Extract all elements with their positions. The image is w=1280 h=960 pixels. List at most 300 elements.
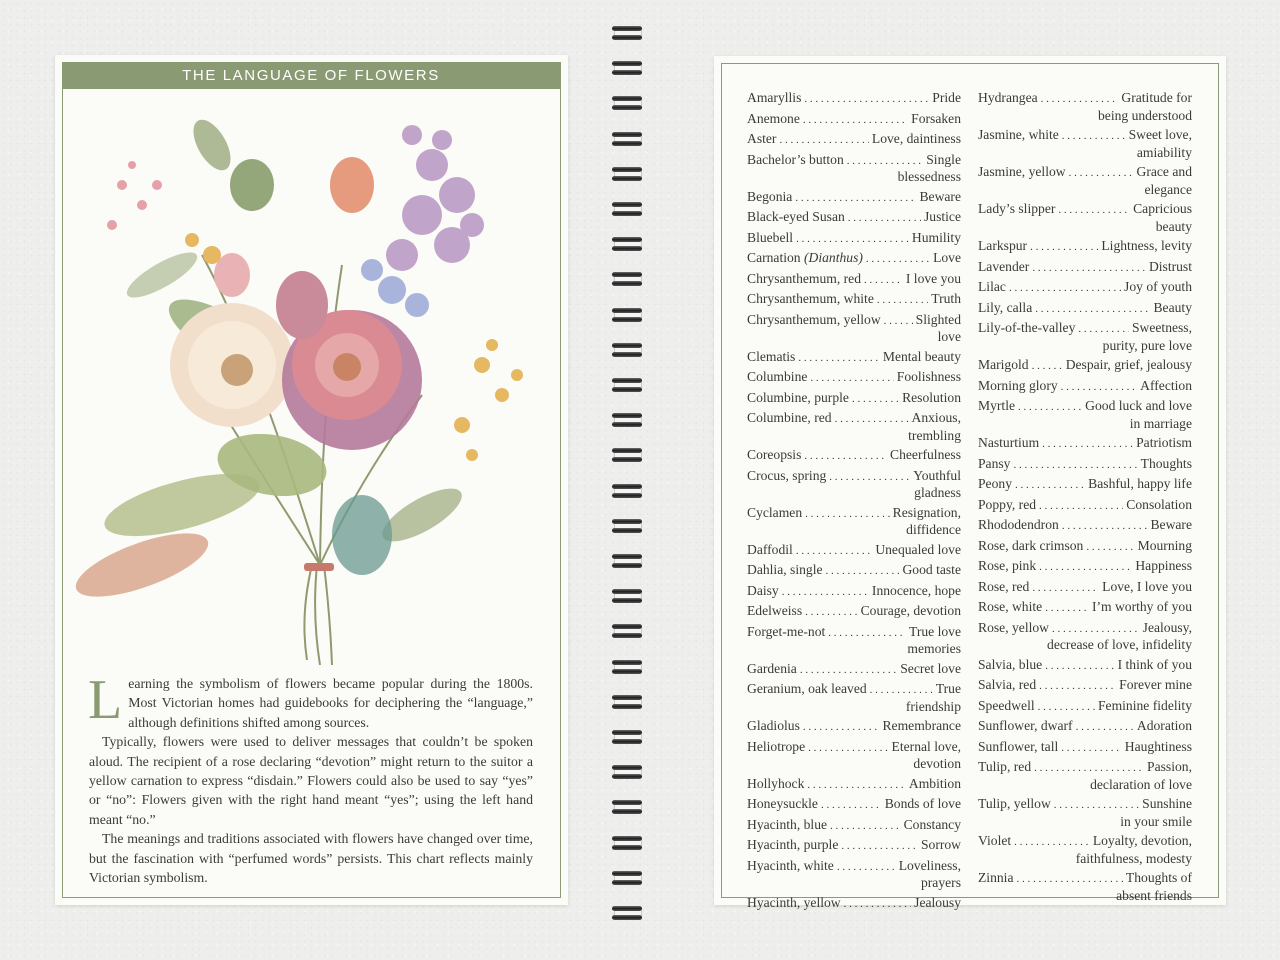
flower-entry — [747, 895, 961, 913]
flower-entry — [978, 357, 1192, 375]
flower-meaning: Cheerfulness — [890, 447, 961, 462]
flower-name: Chrysanthemum, red — [747, 270, 862, 286]
flower-entry — [747, 739, 961, 773]
flower-list-right-column — [978, 90, 1192, 907]
flower-meaning: Courage, devotion — [860, 603, 961, 618]
leader-dots — [782, 584, 869, 601]
flower-name: Aster — [747, 131, 777, 146]
flower-meaning: Justice — [924, 209, 961, 224]
flower-meaning: Sweetness, — [1131, 320, 1192, 335]
leader-dots — [1032, 358, 1063, 375]
leader-dots — [803, 112, 908, 129]
flower-meaning: Feminine fidelity — [1097, 697, 1192, 713]
leader-dots — [1013, 457, 1137, 474]
flower-meaning-continued: faithfulness, modesty — [1075, 850, 1192, 866]
flower-entry — [747, 718, 961, 736]
flower-meaning: Beauty — [1153, 299, 1192, 315]
flower-entry — [978, 90, 1192, 124]
leader-dots — [1030, 239, 1098, 256]
flower-meaning: Ambition — [908, 775, 961, 791]
flower-entry — [978, 476, 1192, 494]
spiral-coil — [612, 202, 642, 216]
spiral-coil — [612, 132, 642, 146]
flower-meaning-continued: memories — [907, 641, 961, 656]
flower-entry — [747, 542, 961, 560]
flower-name: Gladiolus — [747, 718, 800, 733]
spiral-coil — [612, 554, 642, 568]
leader-dots — [864, 272, 903, 289]
flower-meaning: Remembrance — [882, 718, 961, 733]
flower-meaning: Slighted — [915, 311, 961, 327]
flower-meaning-continued: being understood — [1097, 107, 1192, 123]
flower-entry — [978, 398, 1192, 432]
flower-meaning-continued: gladness — [914, 485, 961, 500]
flower-name: Bluebell — [747, 229, 794, 245]
spiral-coil — [612, 765, 642, 779]
flower-name: Hyacinth, blue — [747, 816, 828, 832]
flower-entry — [978, 435, 1192, 453]
flower-name: Rose, pink — [978, 558, 1037, 573]
leader-dots — [828, 625, 906, 642]
flower-entry — [747, 661, 961, 679]
leader-dots — [1069, 165, 1134, 182]
flower-meaning: Resolution — [902, 389, 961, 405]
flower-entry — [747, 624, 961, 658]
flower-meaning-continued: amiability — [1136, 144, 1192, 160]
flower-meaning: True — [935, 681, 961, 696]
flower-entry — [747, 349, 961, 367]
leader-dots — [1014, 834, 1090, 851]
leader-dots — [803, 719, 880, 736]
leader-dots — [1042, 436, 1133, 453]
flower-meaning: I’m worthy of you — [1091, 599, 1192, 614]
spiral-coil — [612, 695, 642, 709]
spiral-coil — [612, 237, 642, 251]
flower-entry — [978, 127, 1192, 161]
leader-dots — [1039, 498, 1123, 515]
flower-name: Salvia, red — [978, 677, 1037, 692]
flower-name: Carnation (Dianthus) — [747, 250, 863, 265]
flower-entry — [978, 320, 1192, 354]
flower-name: Marigold — [978, 357, 1029, 372]
leader-dots — [837, 859, 896, 876]
flower-meaning-continued: absent friends — [1116, 887, 1192, 903]
flower-entry — [747, 858, 961, 892]
flower-name: Gardenia — [747, 660, 797, 676]
flower-name: Amaryllis — [747, 90, 802, 105]
flower-meaning: Thoughts of — [1125, 870, 1192, 885]
spiral-coil — [612, 413, 642, 427]
flower-meaning: Mourning — [1137, 537, 1192, 553]
flower-name: Violet — [978, 833, 1012, 848]
leader-dots — [1032, 580, 1099, 597]
flower-entry — [747, 291, 961, 309]
flower-meaning: Lightness, levity — [1101, 238, 1192, 253]
flower-meaning-continued: prayers — [920, 875, 961, 890]
flower-meaning: Bonds of love — [884, 796, 961, 811]
flower-name: Lady’s slipper — [978, 201, 1056, 216]
flower-name: Sunflower, tall — [978, 738, 1059, 754]
flower-name: Rose, red — [978, 578, 1030, 594]
leader-dots — [800, 662, 897, 679]
leader-dots — [826, 563, 900, 580]
flower-entry — [978, 300, 1192, 318]
flower-name: Clematis — [747, 348, 796, 364]
flower-entry — [747, 603, 961, 621]
leader-dots — [1078, 321, 1129, 338]
leader-dots — [795, 190, 916, 207]
flower-entry — [747, 90, 961, 108]
flower-meaning: Love, I love you — [1102, 578, 1192, 594]
flower-name: Sunflower, dwarf — [978, 718, 1073, 733]
flower-entry — [978, 759, 1192, 793]
leader-dots — [829, 469, 910, 486]
flower-entry — [747, 583, 961, 601]
flower-name: Coreopsis — [747, 447, 802, 462]
flower-meaning: Sweet love, — [1128, 127, 1192, 142]
flower-name: Hyacinth, white — [747, 857, 834, 873]
flower-meaning: Distrust — [1148, 258, 1192, 274]
flower-meaning: I think of you — [1117, 656, 1192, 672]
leader-dots — [1039, 678, 1116, 695]
intro-text — [88, 669, 533, 887]
leader-dots — [866, 251, 930, 268]
leader-dots — [1017, 871, 1123, 888]
flower-meaning: Passion, — [1147, 759, 1192, 774]
flower-name: Zinnia — [978, 870, 1014, 885]
flower-meaning: Good taste — [902, 562, 961, 577]
flower-name: Jasmine, white — [978, 127, 1059, 142]
flower-entry — [747, 369, 961, 387]
flower-meaning-continued: elegance — [1144, 181, 1192, 197]
spiral-coil — [612, 26, 642, 40]
page-title: THE LANGUAGE OF FLOWERS — [62, 62, 560, 89]
flower-name-botanical: (Dianthus) — [804, 250, 863, 265]
flower-name: Geranium, oak leaved — [747, 681, 867, 696]
flower-name: Columbine, purple — [747, 389, 849, 405]
flower-meaning: Loyalty, devotion, — [1092, 833, 1192, 848]
leader-dots — [1086, 539, 1134, 556]
leader-dots — [1062, 128, 1126, 145]
flower-name: Salvia, blue — [978, 656, 1043, 672]
flower-name: Lavender — [978, 258, 1030, 274]
flower-meaning: Good luck and love — [1085, 398, 1192, 413]
flower-meaning: Foolishness — [896, 369, 961, 384]
flower-name: Rose, yellow — [978, 619, 1049, 635]
flower-entry — [747, 271, 961, 289]
flower-entry — [978, 599, 1192, 617]
flower-meaning: Jealousy — [914, 894, 961, 910]
flower-meaning: Haughtiness — [1124, 738, 1192, 754]
leader-dots — [1045, 600, 1089, 617]
leader-dots — [1034, 760, 1144, 777]
flower-list-left-column — [747, 90, 961, 915]
intro-paragraph-2: Typically, flowers were used to deliver messages that couldn’t be spoken aloud. The recipient of a rose declaring “devotion” might return to the suitor a yellow carnation to express “disdain.” Flowers could also be used to say “yes” or “no”: Flowers given with the right hand meant “yes”; using the left hand meant “no.” — [89, 734, 533, 827]
flower-meaning-continued: decrease of love, infidelity — [1047, 637, 1192, 652]
flower-name: Columbine — [747, 369, 808, 384]
leader-dots — [870, 682, 933, 699]
flower-meaning-continued: love — [937, 329, 961, 344]
flower-entry — [978, 677, 1192, 695]
flower-entry — [978, 279, 1192, 297]
spiral-coil — [612, 624, 642, 638]
spiral-coil — [612, 906, 642, 920]
flower-meaning: Thoughts — [1140, 455, 1192, 471]
leader-dots — [877, 292, 928, 309]
flower-meaning: Constancy — [903, 816, 961, 832]
leader-dots — [841, 838, 918, 855]
flower-entry — [747, 505, 961, 539]
flower-meaning: Pride — [932, 90, 961, 105]
spiral-binding — [606, 22, 666, 942]
flower-name: Rose, dark crimson — [978, 537, 1084, 553]
flower-meaning-continued: blessedness — [897, 169, 961, 184]
flower-name: Chrysanthemum, white — [747, 291, 874, 306]
flower-entry — [747, 312, 961, 346]
flower-entry — [978, 870, 1192, 904]
flower-meaning: Bashful, happy life — [1088, 476, 1192, 491]
flower-meaning: Jealousy, — [1142, 619, 1192, 635]
flower-meaning: I love you — [905, 270, 961, 286]
flower-entry — [978, 517, 1192, 535]
flower-entry — [747, 152, 961, 186]
flower-meaning-continued: declaration of love — [1090, 776, 1192, 792]
flower-entry — [978, 201, 1192, 235]
leader-dots — [1038, 699, 1095, 716]
flower-entry — [747, 468, 961, 502]
flower-name: Lily, calla — [978, 299, 1033, 315]
spiral-coil — [612, 836, 642, 850]
flower-meaning: Single — [926, 151, 961, 167]
leader-dots — [1054, 797, 1139, 814]
leader-dots — [798, 350, 880, 367]
flower-meaning-continued: devotion — [913, 756, 961, 771]
flower-meaning: True love — [909, 623, 961, 639]
flower-entry — [978, 378, 1192, 396]
leader-dots — [1009, 280, 1121, 297]
flower-name: Bachelor’s button — [747, 151, 844, 167]
flower-name: Lilac — [978, 279, 1006, 294]
flower-name: Nasturtium — [978, 435, 1040, 450]
flower-entry — [978, 538, 1192, 556]
spiral-coil — [612, 589, 642, 603]
spiral-coil — [612, 378, 642, 392]
flower-entry — [747, 131, 961, 149]
flower-meaning: Love, daintiness — [871, 131, 961, 146]
flower-entry — [978, 164, 1192, 198]
flower-entry — [978, 739, 1192, 757]
flower-entry — [747, 410, 961, 444]
flower-meaning: Secret love — [900, 660, 961, 676]
flower-meaning: Sorrow — [920, 837, 961, 852]
flower-name: Peony — [978, 476, 1012, 491]
leader-dots — [1035, 301, 1150, 318]
leader-dots — [1062, 518, 1148, 535]
flower-name: Morning glory — [978, 377, 1058, 393]
spiral-coil — [612, 343, 642, 357]
flower-meaning: Beware — [919, 188, 961, 204]
leader-dots — [1052, 621, 1140, 638]
flower-entry — [747, 817, 961, 835]
flower-meaning: Loveliness, — [898, 857, 961, 873]
leader-dots — [779, 132, 868, 149]
flower-meaning-continued: trembling — [908, 427, 961, 443]
spiral-coil — [612, 484, 642, 498]
leader-dots — [852, 391, 899, 408]
flower-name: Rhododendron — [978, 517, 1059, 532]
leader-dots — [835, 411, 909, 428]
leader-dots — [808, 740, 888, 757]
flower-meaning: Sunshine — [1142, 796, 1192, 811]
flower-name: Hyacinth, purple — [747, 837, 839, 852]
flower-meaning: Joy of youth — [1124, 279, 1192, 294]
spiral-coil — [612, 272, 642, 286]
spiral-coil — [612, 730, 642, 744]
flower-name: Speedwell — [978, 697, 1035, 713]
leader-dots — [884, 313, 913, 330]
flower-meaning: Unequaled love — [875, 541, 961, 557]
flower-name: Myrtle — [978, 398, 1015, 413]
flower-entry — [978, 579, 1192, 597]
flower-name: Hyacinth, yellow — [747, 894, 841, 910]
leader-dots — [1045, 658, 1114, 675]
flower-meaning: Resignation, — [892, 504, 961, 520]
flower-name: Jasmine, yellow — [978, 164, 1066, 179]
spiral-coil — [612, 308, 642, 322]
leader-dots — [1032, 260, 1146, 277]
drop-cap: L — [88, 669, 123, 731]
flower-name: Black-eyed Susan — [747, 209, 845, 224]
flower-name: Hollyhock — [747, 775, 805, 791]
flower-entry — [978, 620, 1192, 654]
leader-dots — [1039, 559, 1132, 576]
flower-name: Daffodil — [747, 541, 793, 557]
flower-entry — [747, 776, 961, 794]
flower-name: Pansy — [978, 455, 1011, 471]
leader-dots — [821, 797, 882, 814]
spiral-coil — [612, 871, 642, 885]
leader-dots — [848, 210, 921, 227]
flower-entry — [978, 698, 1192, 716]
leader-dots — [796, 231, 909, 248]
flower-entry — [747, 796, 961, 814]
flower-name: Heliotrope — [747, 738, 806, 754]
leader-dots — [1061, 740, 1122, 757]
flower-meaning: Consolation — [1126, 496, 1192, 512]
flower-meaning: Happiness — [1135, 558, 1192, 573]
spiral-coil — [612, 61, 642, 75]
flower-entry — [747, 447, 961, 465]
flower-name: Crocus, spring — [747, 467, 827, 483]
flower-entry — [747, 390, 961, 408]
flower-meaning: Humility — [911, 229, 961, 245]
flower-entry — [978, 238, 1192, 256]
flower-entry — [978, 657, 1192, 675]
flower-entry — [747, 230, 961, 248]
flower-entry — [747, 189, 961, 207]
flower-name: Rose, white — [978, 599, 1043, 614]
flower-name: Hydrangea — [978, 90, 1038, 105]
flower-name: Honeysuckle — [747, 796, 818, 811]
leader-dots — [807, 777, 905, 794]
leader-dots — [1018, 399, 1082, 416]
flower-meaning: Love — [933, 250, 961, 265]
flower-entry — [978, 259, 1192, 277]
flower-meaning: Grace and — [1136, 164, 1192, 179]
flower-meaning: Adoration — [1136, 718, 1192, 733]
flower-entry — [747, 250, 961, 268]
leader-dots — [830, 818, 901, 835]
flower-meaning: Despair, grief, jealousy — [1065, 357, 1192, 372]
flower-meaning-continued: in your smile — [1120, 813, 1192, 829]
flower-entry — [978, 558, 1192, 576]
spiral-coil — [612, 800, 642, 814]
flower-entry — [978, 718, 1192, 736]
flower-name: Begonia — [747, 188, 793, 204]
flower-entry — [747, 681, 961, 715]
leader-dots — [844, 896, 912, 913]
flower-meaning-continued: beauty — [1155, 218, 1192, 234]
flower-meaning-continued: purity, pure love — [1102, 337, 1192, 353]
flower-entry — [978, 497, 1192, 515]
leader-dots — [810, 370, 893, 387]
flower-entry — [978, 456, 1192, 474]
flower-entry — [747, 837, 961, 855]
spiral-coil — [612, 660, 642, 674]
leader-dots — [804, 448, 887, 465]
flower-name: Edelweiss — [747, 603, 803, 618]
flower-name: Dahlia, single — [747, 562, 823, 577]
flower-bouquet-illustration — [62, 95, 562, 670]
flower-entry — [747, 209, 961, 227]
flower-meaning: Truth — [931, 291, 961, 306]
flower-meaning: Anxious, — [911, 410, 961, 425]
flower-name: Poppy, red — [978, 496, 1037, 512]
leader-dots — [1015, 477, 1085, 494]
spiral-coil — [612, 448, 642, 462]
leader-dots — [805, 506, 890, 523]
flower-meaning-continued: diffidence — [906, 522, 961, 537]
flower-meaning: Beware — [1150, 517, 1192, 532]
intro-paragraph-3: The meanings and traditions associated with flowers have changed over time, but the fascination with “perfumed words” persists. This chart reflects mainly Victorian symbolism. — [89, 831, 533, 886]
flower-meaning: Patriotism — [1136, 435, 1192, 450]
flower-meaning: Mental beauty — [882, 348, 961, 364]
flower-name: Larkspur — [978, 238, 1028, 253]
flower-name: Chrysanthemum, yellow — [747, 311, 881, 327]
flower-entry — [747, 562, 961, 580]
flower-name: Tulip, yellow — [978, 796, 1051, 811]
spiral-coil — [612, 519, 642, 533]
flower-meaning-continued: friendship — [905, 698, 961, 714]
flower-meaning: Innocence, hope — [871, 582, 961, 598]
leader-dots — [796, 543, 873, 560]
flower-meaning: Capricious — [1133, 201, 1192, 216]
flower-name: Daisy — [747, 582, 779, 598]
leader-dots — [1041, 91, 1119, 108]
leader-dots — [805, 604, 857, 621]
leader-dots — [1061, 379, 1137, 396]
flower-name: Forget-me-not — [747, 623, 826, 639]
flower-entry — [978, 796, 1192, 830]
leader-dots — [804, 91, 929, 108]
flower-name: Tulip, red — [978, 759, 1032, 774]
flower-meaning: Forever mine — [1119, 677, 1192, 692]
flower-meaning: Youthful — [913, 467, 961, 483]
intro-paragraph-1: earning the symbolism of flowers became popular during the 1800s. Most Victorian homes had guidebooks for deciphering the “language,” although definitions shifted among sources. — [128, 676, 533, 730]
flower-meaning: Eternal love, — [891, 738, 961, 754]
flower-name: Anemone — [747, 110, 800, 126]
flower-meaning-continued: in marriage — [1129, 415, 1192, 431]
